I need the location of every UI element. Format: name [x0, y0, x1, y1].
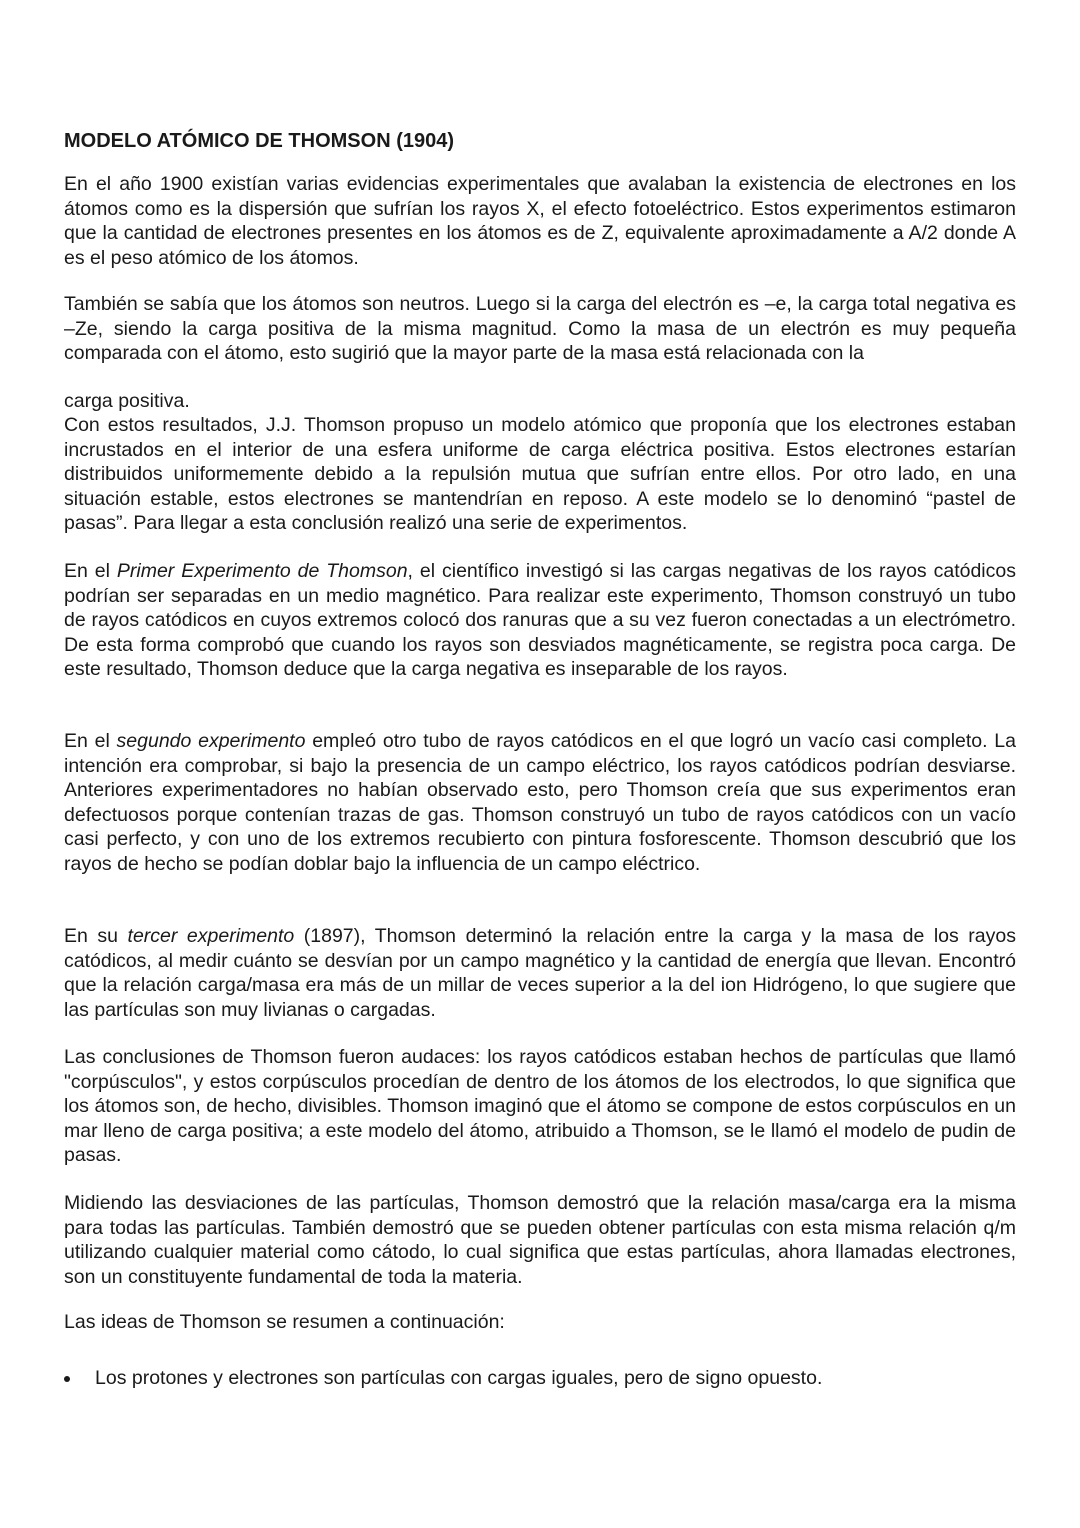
emphasis-first-experiment: Primer Experimento de Thomson — [116, 560, 408, 582]
text: En el — [64, 730, 117, 752]
paragraph-first-experiment — [64, 559, 1016, 682]
text: (1897), Thomson determinó la relación entre la carga y la masa de los rayos catódicos, al medir cuánto se desvían por un campo magnético y la cantidad de energía que llevan. Encontró que la relación carga/masa era más de un millar de veces superior a la del ion Hidrógeno, lo que sugiere que las partículas son muy livianas o cargadas. — [64, 925, 1016, 1021]
list-item-text: Los protones y electrones son partículas con cargas iguales, pero de signo opuesto. — [95, 1367, 823, 1389]
paragraph-third-experiment — [64, 924, 1016, 1022]
text: , el científico investigó si las cargas negativas de los rayos catódicos podrían ser separadas en un medio magnético. Para realizar este experimento, Thomson construyó un tubo de rayos catódicos en cuyos extremos colocó dos ranuras que a su vez fueron conectadas a un electrómetro. De esta forma comprobó que cuando los rayos son desviados magnéticamente, se registra poca carga. De este resultado, Thomson deduce que la carga negativa es inseparable de los rayos. — [64, 560, 1016, 680]
paragraph-positive-charge: carga positiva. — [64, 390, 190, 412]
paragraph-thomson-model: Con estos resultados, J.J. Thomson propuso un modelo atómico que proponía que los electrones estaban incrustados en el interior de una esfera uniforme de carga eléctrica positiva. Estos electrones estarían distribuidos uniformemente debido a la repulsión mutua que sufrían entre ellos. Por otro lado, en una situación estable, estos electrones se mantendrían en reposo. A este modelo se lo denominó “pastel de pasas”. Para llegar a esta conclusión realizó una serie de experimentos. — [64, 414, 1016, 534]
paragraph-second-experiment — [64, 729, 1016, 876]
emphasis-third-experiment: tercer experimento — [127, 925, 295, 947]
text: En el — [64, 560, 117, 582]
emphasis-second-experiment: segundo experimento — [116, 730, 306, 752]
list-item — [64, 1366, 1016, 1391]
document-title: MODELO ATÓMICO DE THOMSON (1904) — [64, 130, 455, 152]
paragraph-measurements: Midiendo las desviaciones de las partículas, Thomson demostró que la relación masa/carga era la misma para todas las partículas. También demostró que se pueden obtener partículas con esta misma relación q/m utilizando cualquier material como cátodo, lo cual significa que estas partículas, ahora llamadas electrones, son un constituyente fundamental de toda la materia. — [64, 1192, 1016, 1288]
text: empleó otro tubo de rayos catódicos en el que logró un vacío casi completo. La intención era comprobar, si bajo la presencia de un campo eléctrico, los rayos catódicos podrían desviarse. Anteriores experimentadores no habían observado esto, pero Thomson creía que sus experimentos eran defectuosos porque contenían trazas de gas. Thomson construyó un tubo de rayos catódicos con un vacío casi perfecto, y con uno de los extremos recubierto con pintura fosforescente. Thomson descubrió que los rayos de hecho se podían doblar bajo la influencia de un campo eléctrico. — [64, 730, 1017, 875]
bullet-icon — [64, 1376, 70, 1382]
paragraph-neutral-atoms: También se sabía que los átomos son neutros. Luego si la carga del electrón es –e, la carga total negativa es –Ze, siendo la carga positiva de la misma magnitud. Como la masa de un electrón es muy pequeña comparada con el átomo, esto sugirió que la mayor parte de la masa está relacionada con la — [64, 293, 1016, 364]
paragraph-conclusions: Las conclusiones de Thomson fueron audaces: los rayos catódicos estaban hechos de partículas que llamó "corpúsculos", y estos corpúsculos procedían de dentro de los átomos de los electrodos, lo que significa que los átomos son, de hecho, divisibles. Thomson imaginó que el átomo se compone de estos corpúsculos en un mar lleno de carga positiva; a este modelo del átomo, atribuido a Thomson, se le llamó el modelo de pudin de pasas. — [64, 1046, 1016, 1166]
paragraph-intro: En el año 1900 existían varias evidencias experimentales que avalaban la existencia de electrones en los átomos como es la dispersión que sufrían los rayos X, el efecto fotoeléctrico. Estos experimentos estimaron que la cantidad de electrones presentes en los átomos es de Z, equivalente aproximadamente a A/2 donde A es el peso atómico de los átomos. — [64, 173, 1016, 269]
text: En su — [64, 925, 128, 947]
ideas-list — [64, 1366, 1016, 1391]
paragraph-summary-intro: Las ideas de Thomson se resumen a continuación: — [64, 1311, 505, 1333]
